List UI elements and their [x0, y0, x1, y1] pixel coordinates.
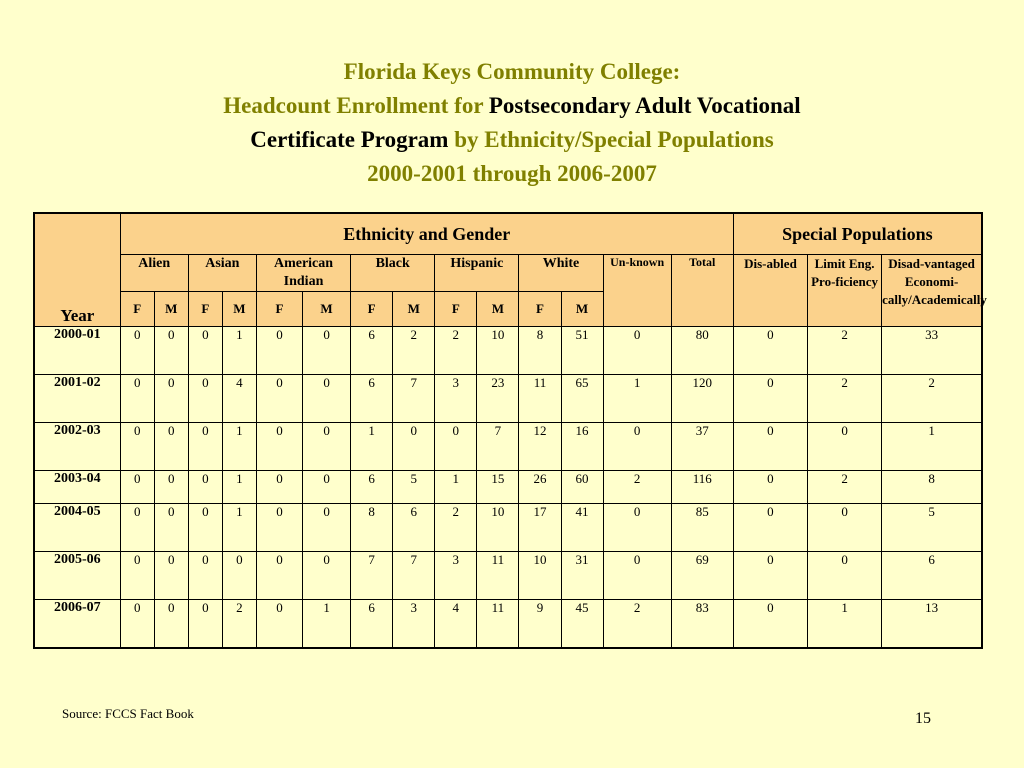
table-row	[34, 471, 982, 504]
table-cell: 2	[603, 600, 671, 648]
col-header-hispanic: Hispanic	[435, 255, 519, 292]
table-cell: 0	[188, 552, 222, 600]
table-cell: 6	[351, 600, 393, 648]
table-cell: 10	[477, 504, 519, 552]
table-row	[34, 327, 982, 375]
table-row	[34, 552, 982, 600]
table-cell: 0	[188, 600, 222, 648]
table-cell: 5	[882, 504, 982, 552]
title-line-3-b: by Ethnicity/Special Populations	[448, 127, 774, 152]
table-cell: 2	[603, 471, 671, 504]
table-cell: 7	[393, 375, 435, 423]
table-cell: 17	[519, 504, 561, 552]
table-cell: 1	[435, 471, 477, 504]
table-cell: 0	[188, 504, 222, 552]
table-cell: 0	[733, 504, 807, 552]
col-header-male: M	[303, 292, 351, 327]
title-line-4: 2000-2001 through 2006-2007	[367, 161, 657, 186]
table-cell: 0	[256, 471, 302, 504]
group-header-special: Special Populations	[733, 213, 982, 255]
table-cell: 0	[256, 504, 302, 552]
title-line-3	[0, 123, 1024, 157]
table-cell: 0	[256, 552, 302, 600]
table-cell: 0	[256, 375, 302, 423]
table-cell: 60	[561, 471, 603, 504]
table-cell: 7	[477, 423, 519, 471]
table-cell: 0	[733, 375, 807, 423]
table-cell: 0	[733, 423, 807, 471]
table-cell: 12	[519, 423, 561, 471]
table-cell: 0	[303, 375, 351, 423]
table-cell: 23	[477, 375, 519, 423]
table-cell: 6	[882, 552, 982, 600]
table-cell: 0	[603, 423, 671, 471]
table-cell: 6	[351, 471, 393, 504]
col-header-male: M	[477, 292, 519, 327]
title-line-1: Florida Keys Community College:	[343, 59, 681, 84]
table-cell: 0	[154, 552, 188, 600]
table-cell: 1	[222, 423, 256, 471]
table-cell: 0	[256, 423, 302, 471]
col-header-total: Total	[671, 255, 733, 327]
table-cell: 10	[519, 552, 561, 600]
table-cell: 8	[519, 327, 561, 375]
source-note: Source: FCCS Fact Book	[62, 706, 194, 721]
row-year: 2003-04	[34, 471, 120, 504]
table-cell: 0	[154, 423, 188, 471]
table-cell: 3	[435, 375, 477, 423]
table-cell: 9	[519, 600, 561, 648]
table-cell: 7	[393, 552, 435, 600]
table-cell: 2	[882, 375, 982, 423]
table-cell: 0	[303, 504, 351, 552]
col-header-disadvantaged: Disad-vantaged Economi-cally/Academically	[882, 255, 982, 327]
table-cell: 31	[561, 552, 603, 600]
group-header-ethnicity: Ethnicity and Gender	[120, 213, 733, 255]
table-cell: 37	[671, 423, 733, 471]
table-cell: 0	[603, 552, 671, 600]
table-cell: 1	[808, 600, 882, 648]
enrollment-table	[33, 212, 987, 649]
page-number: 15	[915, 710, 931, 727]
col-header-female: F	[519, 292, 561, 327]
col-header-year: Year	[34, 213, 120, 327]
col-header-female: F	[435, 292, 477, 327]
title-line-2-b: Postsecondary Adult Vocational	[488, 93, 801, 118]
table-cell: 7	[351, 552, 393, 600]
table-cell: 45	[561, 600, 603, 648]
col-header-female: F	[188, 292, 222, 327]
table-cell: 0	[188, 375, 222, 423]
table-cell: 26	[519, 471, 561, 504]
table-cell: 0	[120, 327, 154, 375]
col-header-male: M	[222, 292, 256, 327]
col-header-male: M	[154, 292, 188, 327]
table-cell: 0	[154, 327, 188, 375]
row-year: 2005-06	[34, 552, 120, 600]
table-cell: 1	[222, 327, 256, 375]
table-cell: 0	[154, 600, 188, 648]
table-cell: 2	[222, 600, 256, 648]
table-row	[34, 504, 982, 552]
table-cell: 0	[120, 375, 154, 423]
table-cell: 69	[671, 552, 733, 600]
table-cell: 0	[188, 423, 222, 471]
table-cell: 1	[303, 600, 351, 648]
table-cell: 51	[561, 327, 603, 375]
col-header-female: F	[351, 292, 393, 327]
table-cell: 0	[154, 375, 188, 423]
col-header-american-indian: American Indian	[256, 255, 350, 292]
table-cell: 0	[733, 471, 807, 504]
table-cell: 6	[351, 375, 393, 423]
table-cell: 0	[120, 600, 154, 648]
table-cell: 2	[808, 471, 882, 504]
table-body	[34, 327, 982, 649]
col-header-unknown: Un-known	[603, 255, 671, 327]
table-cell: 4	[222, 375, 256, 423]
table-cell: 11	[519, 375, 561, 423]
title-line-2-a: Headcount Enrollment for	[223, 93, 489, 118]
table-cell: 0	[808, 423, 882, 471]
table-cell: 5	[393, 471, 435, 504]
table-cell: 15	[477, 471, 519, 504]
table-cell: 80	[671, 327, 733, 375]
table-cell: 2	[808, 375, 882, 423]
table-cell: 0	[733, 327, 807, 375]
table-cell: 41	[561, 504, 603, 552]
table-cell: 6	[393, 504, 435, 552]
col-header-white: White	[519, 255, 603, 292]
table-cell: 0	[120, 504, 154, 552]
col-header-alien: Alien	[120, 255, 188, 292]
table-cell: 0	[303, 552, 351, 600]
table-cell: 6	[351, 327, 393, 375]
table-cell: 0	[808, 552, 882, 600]
header-row-groups	[34, 213, 982, 255]
table-cell: 0	[733, 600, 807, 648]
table-cell: 0	[733, 552, 807, 600]
table-cell: 0	[120, 552, 154, 600]
table-cell: 0	[393, 423, 435, 471]
table-cell: 120	[671, 375, 733, 423]
table-cell: 11	[477, 552, 519, 600]
table-cell: 85	[671, 504, 733, 552]
table-cell: 0	[222, 552, 256, 600]
table-cell: 0	[435, 423, 477, 471]
col-header-female: F	[256, 292, 302, 327]
table-cell: 0	[603, 504, 671, 552]
table-cell: 4	[435, 600, 477, 648]
table-cell: 13	[882, 600, 982, 648]
table-cell: 1	[222, 471, 256, 504]
table-cell: 3	[435, 552, 477, 600]
table-row	[34, 423, 982, 471]
table-cell: 11	[477, 600, 519, 648]
table-cell: 2	[435, 504, 477, 552]
table-cell: 83	[671, 600, 733, 648]
table-cell: 0	[120, 423, 154, 471]
table-cell: 2	[808, 327, 882, 375]
table-cell: 0	[303, 471, 351, 504]
table-cell: 65	[561, 375, 603, 423]
table-cell: 8	[882, 471, 982, 504]
col-header-male: M	[561, 292, 603, 327]
table-cell: 33	[882, 327, 982, 375]
title-line-3-a: Certificate Program	[250, 127, 449, 152]
table-cell: 1	[882, 423, 982, 471]
col-header-limit-english: Limit Eng. Pro-ficiency	[808, 255, 882, 327]
row-year: 2001-02	[34, 375, 120, 423]
header-row-categories	[34, 255, 982, 292]
col-header-female: F	[120, 292, 154, 327]
table-cell: 0	[256, 327, 302, 375]
table-cell: 16	[561, 423, 603, 471]
table-cell: 0	[154, 504, 188, 552]
title-line-2	[0, 89, 1024, 123]
row-year: 2000-01	[34, 327, 120, 375]
row-year: 2006-07	[34, 600, 120, 648]
table-cell: 10	[477, 327, 519, 375]
table-cell: 0	[303, 327, 351, 375]
row-year: 2004-05	[34, 504, 120, 552]
table-cell: 1	[603, 375, 671, 423]
table-cell: 2	[435, 327, 477, 375]
col-header-asian: Asian	[188, 255, 256, 292]
table-cell: 8	[351, 504, 393, 552]
col-header-male: M	[393, 292, 435, 327]
table-cell: 0	[188, 471, 222, 504]
col-header-black: Black	[351, 255, 435, 292]
table-cell: 0	[256, 600, 302, 648]
table-cell: 0	[120, 471, 154, 504]
table-row	[34, 600, 982, 648]
row-year: 2002-03	[34, 423, 120, 471]
table-cell: 2	[393, 327, 435, 375]
table-cell: 0	[808, 504, 882, 552]
table-cell: 0	[154, 471, 188, 504]
table-row	[34, 375, 982, 423]
table-cell: 0	[188, 327, 222, 375]
table-cell: 0	[303, 423, 351, 471]
table-cell: 116	[671, 471, 733, 504]
table-cell: 3	[393, 600, 435, 648]
col-header-disabled: Dis-abled	[733, 255, 807, 327]
table-cell: 0	[603, 327, 671, 375]
slide-title	[0, 55, 1024, 191]
table-cell: 1	[351, 423, 393, 471]
table-cell: 1	[222, 504, 256, 552]
